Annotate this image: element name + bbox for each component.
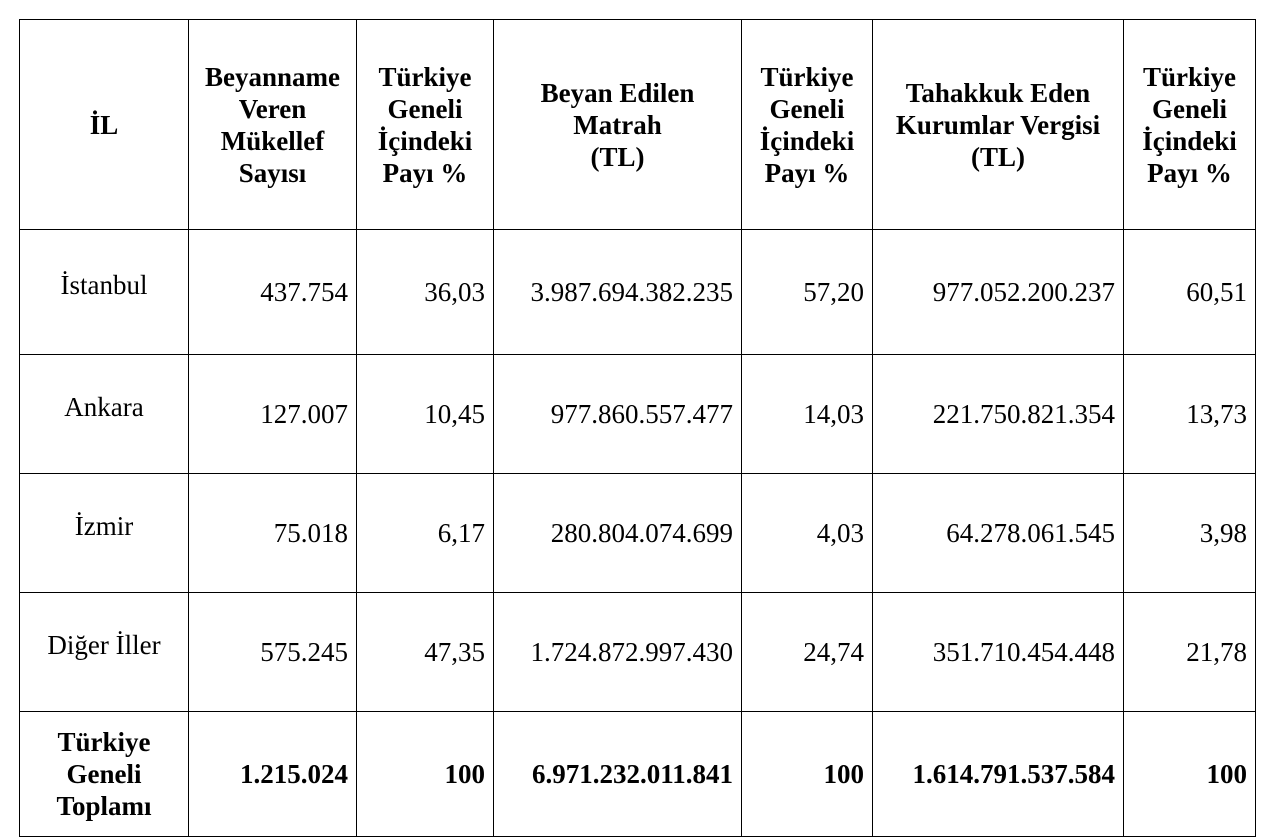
total-mukellef-pay: 100	[357, 712, 494, 837]
row-mukellef: 127.007	[189, 355, 357, 474]
total-mukellef: 1.215.024	[189, 712, 357, 837]
row-il: Diğer İller	[20, 593, 189, 712]
row-il: İstanbul	[20, 230, 189, 355]
header-mukellef-pay: Türkiye Geneli İçindeki Payı %	[357, 20, 494, 230]
row-matrah-pay: 14,03	[742, 355, 873, 474]
row-vergi-pay: 21,78	[1124, 593, 1256, 712]
row-mukellef: 437.754	[189, 230, 357, 355]
header-il: İL	[20, 20, 189, 230]
row-matrah-pay: 57,20	[742, 230, 873, 355]
tax-statistics-table	[19, 19, 1256, 837]
row-vergi: 977.052.200.237	[873, 230, 1124, 355]
total-vergi: 1.614.791.537.584	[873, 712, 1124, 837]
total-label: Türkiye Geneli Toplamı	[20, 712, 189, 837]
row-vergi: 64.278.061.545	[873, 474, 1124, 593]
row-vergi: 221.750.821.354	[873, 355, 1124, 474]
row-mukellef-pay: 6,17	[357, 474, 494, 593]
row-matrah-pay: 4,03	[742, 474, 873, 593]
total-row	[20, 712, 1256, 837]
row-mukellef-pay: 36,03	[357, 230, 494, 355]
row-vergi: 351.710.454.448	[873, 593, 1124, 712]
header-beyan-edilen-matrah: Beyan Edilen Matrah (TL)	[494, 20, 742, 230]
row-vergi-pay: 13,73	[1124, 355, 1256, 474]
row-matrah-pay: 24,74	[742, 593, 873, 712]
header-tahakkuk-eden-vergi: Tahakkuk Eden Kurumlar Vergisi (TL)	[873, 20, 1124, 230]
row-vergi-pay: 3,98	[1124, 474, 1256, 593]
table-row	[20, 230, 1256, 355]
row-mukellef-pay: 47,35	[357, 593, 494, 712]
row-matrah: 3.987.694.382.235	[494, 230, 742, 355]
total-matrah: 6.971.232.011.841	[494, 712, 742, 837]
header-matrah-pay: Türkiye Geneli İçindeki Payı %	[742, 20, 873, 230]
table-row	[20, 474, 1256, 593]
total-vergi-pay: 100	[1124, 712, 1256, 837]
row-il: Ankara	[20, 355, 189, 474]
header-row	[20, 20, 1256, 230]
row-matrah: 977.860.557.477	[494, 355, 742, 474]
total-matrah-pay: 100	[742, 712, 873, 837]
row-matrah: 1.724.872.997.430	[494, 593, 742, 712]
row-mukellef: 575.245	[189, 593, 357, 712]
header-mukellef-sayisi: Beyanname Veren Mükellef Sayısı	[189, 20, 357, 230]
row-vergi-pay: 60,51	[1124, 230, 1256, 355]
table-row	[20, 593, 1256, 712]
row-il: İzmir	[20, 474, 189, 593]
row-mukellef: 75.018	[189, 474, 357, 593]
row-mukellef-pay: 10,45	[357, 355, 494, 474]
header-vergi-pay: Türkiye Geneli İçindeki Payı %	[1124, 20, 1256, 230]
row-matrah: 280.804.074.699	[494, 474, 742, 593]
table-row	[20, 355, 1256, 474]
